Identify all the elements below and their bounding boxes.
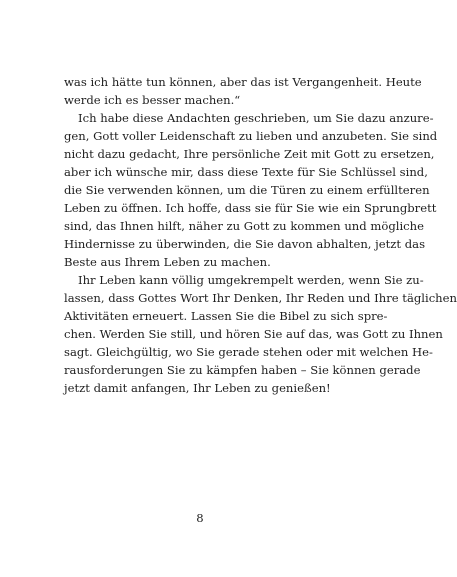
- text-line: aber ich wünsche mir, dass diese Texte für Sie Schlüssel sind,: [64, 165, 428, 179]
- text-line: Beste aus Ihrem Leben zu machen.: [64, 255, 271, 269]
- text-line: Ich habe diese Andachten geschrieben, um Sie dazu anzure-: [78, 111, 434, 125]
- text-line: sagt. Gleichgültig, wo Sie gerade stehen oder mit welchen He-: [64, 345, 433, 359]
- text-line: Leben zu öffnen. Ich hoffe, dass sie für Sie wie ein Sprungbrett: [64, 201, 437, 215]
- text-line: Hindernisse zu überwinden, die Sie davon abhalten, jetzt das: [64, 237, 426, 251]
- text-line: jetzt damit anfangen, Ihr Leben zu genießen!: [64, 381, 331, 395]
- text-line: chen. Werden Sie still, und hören Sie auf das, was Gott zu Ihnen: [64, 327, 443, 341]
- paragraph-1: [64, 73, 422, 109]
- page-number: 8: [196, 511, 204, 525]
- paragraph-3: [64, 271, 457, 397]
- body-text: [64, 73, 457, 397]
- text-line: nicht dazu gedacht, Ihre persönliche Zeit mit Gott zu ersetzen,: [64, 147, 435, 161]
- text-line: Ihr Leben kann völlig umgekrempelt werden, wenn Sie zu-: [78, 273, 424, 287]
- text-line: rausforderungen Sie zu kämpfen haben – Sie können gerade: [64, 363, 421, 377]
- text-line: lassen, dass Gottes Wort Ihr Denken, Ihr Reden und Ihre täglichen: [64, 291, 457, 305]
- paragraph-2: [64, 109, 438, 271]
- text-line: sind, das Ihnen hilft, näher zu Gott zu kommen und mögliche: [64, 219, 424, 233]
- text-line: die Sie verwenden können, um die Türen zu einem erfüllteren: [64, 183, 430, 197]
- text-line: werde ich es besser machen.“: [64, 93, 241, 107]
- text-line: gen, Gott voller Leidenschaft zu lieben und anzubeten. Sie sind: [64, 129, 438, 143]
- text-line: Aktivitäten erneuert. Lassen Sie die Bibel zu sich spre-: [64, 309, 388, 323]
- text-line: was ich hätte tun können, aber das ist Vergangenheit. Heute: [64, 75, 422, 89]
